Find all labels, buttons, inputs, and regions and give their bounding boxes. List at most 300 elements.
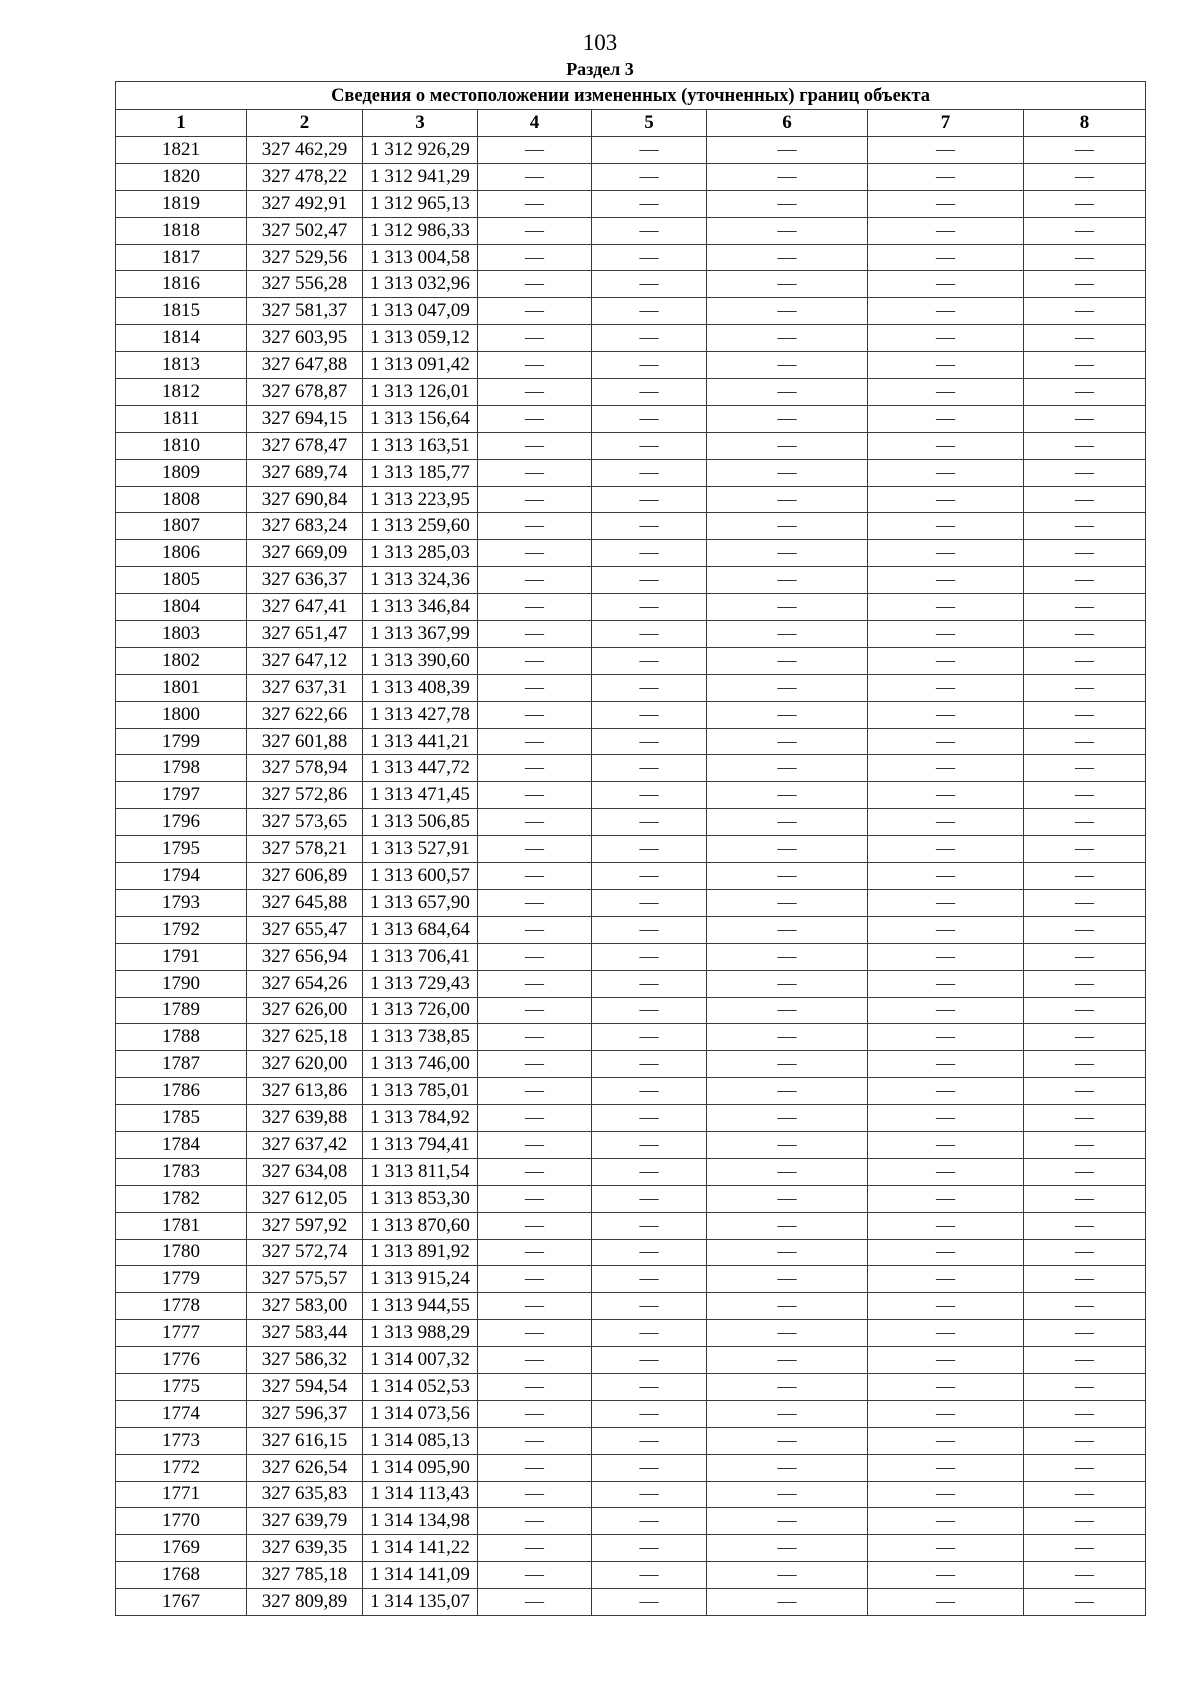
empty-cell: — — [478, 889, 592, 916]
x-coordinate-cell: 327 635,83 — [247, 1481, 363, 1508]
empty-cell: — — [707, 782, 868, 809]
point-number-cell: 1774 — [116, 1400, 247, 1427]
empty-cell: — — [592, 567, 707, 594]
empty-cell: — — [478, 217, 592, 244]
y-coordinate-cell: 1 313 004,58 — [363, 244, 478, 271]
empty-cell: — — [1024, 432, 1146, 459]
x-coordinate-cell: 327 601,88 — [247, 728, 363, 755]
point-number-cell: 1818 — [116, 217, 247, 244]
empty-cell: — — [478, 1185, 592, 1212]
y-coordinate-cell: 1 314 095,90 — [363, 1454, 478, 1481]
empty-cell: — — [592, 1185, 707, 1212]
x-coordinate-cell: 327 613,86 — [247, 1078, 363, 1105]
point-number-cell: 1773 — [116, 1427, 247, 1454]
empty-cell: — — [592, 432, 707, 459]
empty-cell: — — [868, 809, 1024, 836]
table-row — [116, 809, 1146, 836]
empty-cell: — — [592, 674, 707, 701]
empty-cell: — — [478, 1105, 592, 1132]
empty-cell: — — [1024, 137, 1146, 164]
x-coordinate-cell: 327 639,35 — [247, 1535, 363, 1562]
empty-cell: — — [592, 1427, 707, 1454]
empty-cell: — — [592, 1508, 707, 1535]
y-coordinate-cell: 1 313 506,85 — [363, 809, 478, 836]
empty-cell: — — [868, 701, 1024, 728]
table-row — [116, 1185, 1146, 1212]
point-number-cell: 1803 — [116, 621, 247, 648]
empty-cell: — — [868, 1293, 1024, 1320]
empty-cell: — — [592, 943, 707, 970]
point-number-cell: 1820 — [116, 163, 247, 190]
empty-cell: — — [707, 513, 868, 540]
empty-cell: — — [868, 217, 1024, 244]
x-coordinate-cell: 327 809,89 — [247, 1589, 363, 1616]
table-row — [116, 1158, 1146, 1185]
empty-cell: — — [478, 1320, 592, 1347]
point-number-cell: 1815 — [116, 298, 247, 325]
empty-cell: — — [707, 298, 868, 325]
empty-cell: — — [868, 190, 1024, 217]
x-coordinate-cell: 327 572,74 — [247, 1239, 363, 1266]
x-coordinate-cell: 327 586,32 — [247, 1347, 363, 1374]
empty-cell: — — [592, 647, 707, 674]
y-coordinate-cell: 1 313 729,43 — [363, 970, 478, 997]
table-row — [116, 1239, 1146, 1266]
empty-cell: — — [478, 432, 592, 459]
empty-cell: — — [868, 244, 1024, 271]
x-coordinate-cell: 327 626,54 — [247, 1454, 363, 1481]
empty-cell: — — [707, 674, 868, 701]
empty-cell: — — [707, 325, 868, 352]
y-coordinate-cell: 1 313 447,72 — [363, 755, 478, 782]
empty-cell: — — [1024, 621, 1146, 648]
point-number-cell: 1802 — [116, 647, 247, 674]
empty-cell: — — [1024, 352, 1146, 379]
x-coordinate-cell: 327 492,91 — [247, 190, 363, 217]
y-coordinate-cell: 1 313 047,09 — [363, 298, 478, 325]
empty-cell: — — [478, 701, 592, 728]
empty-cell: — — [478, 1535, 592, 1562]
point-number-cell: 1784 — [116, 1131, 247, 1158]
empty-cell: — — [592, 1454, 707, 1481]
x-coordinate-cell: 327 656,94 — [247, 943, 363, 970]
empty-cell: — — [592, 1562, 707, 1589]
y-coordinate-cell: 1 313 390,60 — [363, 647, 478, 674]
table-row — [116, 1535, 1146, 1562]
x-coordinate-cell: 327 639,79 — [247, 1508, 363, 1535]
empty-cell: — — [1024, 486, 1146, 513]
y-coordinate-cell: 1 313 059,12 — [363, 325, 478, 352]
empty-cell: — — [868, 755, 1024, 782]
empty-cell: — — [592, 1212, 707, 1239]
y-coordinate-cell: 1 314 113,43 — [363, 1481, 478, 1508]
empty-cell: — — [478, 943, 592, 970]
empty-cell: — — [592, 1105, 707, 1132]
y-coordinate-cell: 1 314 141,22 — [363, 1535, 478, 1562]
empty-cell: — — [478, 755, 592, 782]
x-coordinate-cell: 327 647,41 — [247, 594, 363, 621]
point-number-cell: 1786 — [116, 1078, 247, 1105]
empty-cell: — — [478, 1400, 592, 1427]
empty-cell: — — [478, 647, 592, 674]
empty-cell: — — [478, 1051, 592, 1078]
empty-cell: — — [592, 379, 707, 406]
y-coordinate-cell: 1 313 746,00 — [363, 1051, 478, 1078]
empty-cell: — — [868, 1481, 1024, 1508]
section-title: Раздел 3 — [566, 59, 634, 79]
table-row — [116, 1212, 1146, 1239]
empty-cell: — — [1024, 567, 1146, 594]
empty-cell: — — [707, 889, 868, 916]
empty-cell: — — [1024, 1347, 1146, 1374]
empty-cell: — — [707, 1131, 868, 1158]
x-coordinate-cell: 327 639,88 — [247, 1105, 363, 1132]
x-coordinate-cell: 327 647,88 — [247, 352, 363, 379]
empty-cell: — — [1024, 1373, 1146, 1400]
empty-cell: — — [868, 1535, 1024, 1562]
table-row — [116, 863, 1146, 890]
point-number-cell: 1787 — [116, 1051, 247, 1078]
empty-cell: — — [478, 513, 592, 540]
table-row — [116, 889, 1146, 916]
empty-cell: — — [868, 1078, 1024, 1105]
y-coordinate-cell: 1 312 941,29 — [363, 163, 478, 190]
table-row — [116, 728, 1146, 755]
empty-cell: — — [592, 916, 707, 943]
point-number-cell: 1806 — [116, 540, 247, 567]
empty-cell: — — [1024, 298, 1146, 325]
empty-cell: — — [1024, 916, 1146, 943]
x-coordinate-cell: 327 603,95 — [247, 325, 363, 352]
y-coordinate-cell: 1 313 891,92 — [363, 1239, 478, 1266]
empty-cell: — — [1024, 459, 1146, 486]
x-coordinate-cell: 327 625,18 — [247, 1024, 363, 1051]
x-coordinate-cell: 327 637,31 — [247, 674, 363, 701]
y-coordinate-cell: 1 314 135,07 — [363, 1589, 478, 1616]
table-row — [116, 943, 1146, 970]
point-number-cell: 1782 — [116, 1185, 247, 1212]
empty-cell: — — [592, 513, 707, 540]
empty-cell: — — [707, 836, 868, 863]
x-coordinate-cell: 327 645,88 — [247, 889, 363, 916]
empty-cell: — — [868, 567, 1024, 594]
table-row — [116, 997, 1146, 1024]
point-number-cell: 1779 — [116, 1266, 247, 1293]
empty-cell: — — [707, 809, 868, 836]
x-coordinate-cell: 327 620,00 — [247, 1051, 363, 1078]
empty-cell: — — [592, 970, 707, 997]
y-coordinate-cell: 1 313 032,96 — [363, 271, 478, 298]
empty-cell: — — [707, 163, 868, 190]
point-number-cell: 1814 — [116, 325, 247, 352]
point-number-cell: 1807 — [116, 513, 247, 540]
empty-cell: — — [707, 997, 868, 1024]
point-number-cell: 1800 — [116, 701, 247, 728]
table-caption: Сведения о местоположении измененных (уточненных) границ объекта — [116, 82, 1146, 110]
empty-cell: — — [1024, 674, 1146, 701]
empty-cell: — — [592, 1589, 707, 1616]
point-number-cell: 1776 — [116, 1347, 247, 1374]
y-coordinate-cell: 1 313 259,60 — [363, 513, 478, 540]
empty-cell: — — [707, 459, 868, 486]
empty-cell: — — [707, 486, 868, 513]
empty-cell: — — [868, 997, 1024, 1024]
empty-cell: — — [592, 1051, 707, 1078]
empty-cell: — — [1024, 809, 1146, 836]
empty-cell: — — [1024, 163, 1146, 190]
empty-cell: — — [1024, 1400, 1146, 1427]
empty-cell: — — [707, 1535, 868, 1562]
point-number-cell: 1805 — [116, 567, 247, 594]
empty-cell: — — [1024, 755, 1146, 782]
point-number-cell: 1799 — [116, 728, 247, 755]
empty-cell: — — [868, 889, 1024, 916]
column-header: 3 — [363, 110, 478, 137]
empty-cell: — — [868, 379, 1024, 406]
empty-cell: — — [478, 997, 592, 1024]
empty-cell: — — [707, 1051, 868, 1078]
table-row — [116, 621, 1146, 648]
y-coordinate-cell: 1 313 738,85 — [363, 1024, 478, 1051]
y-coordinate-cell: 1 313 441,21 — [363, 728, 478, 755]
empty-cell: — — [478, 244, 592, 271]
empty-cell: — — [1024, 889, 1146, 916]
point-number-cell: 1793 — [116, 889, 247, 916]
point-number-cell: 1778 — [116, 1293, 247, 1320]
empty-cell: — — [478, 298, 592, 325]
empty-cell: — — [478, 379, 592, 406]
x-coordinate-cell: 327 596,37 — [247, 1400, 363, 1427]
empty-cell: — — [592, 1078, 707, 1105]
empty-cell: — — [707, 701, 868, 728]
table-row — [116, 701, 1146, 728]
empty-cell: — — [707, 567, 868, 594]
empty-cell: — — [478, 1131, 592, 1158]
empty-cell: — — [707, 594, 868, 621]
empty-cell: — — [478, 594, 592, 621]
empty-cell: — — [478, 1481, 592, 1508]
empty-cell: — — [478, 325, 592, 352]
empty-cell: — — [868, 1373, 1024, 1400]
empty-cell: — — [592, 1158, 707, 1185]
column-header: 6 — [707, 110, 868, 137]
table-row — [116, 540, 1146, 567]
column-header: 4 — [478, 110, 592, 137]
point-number-cell: 1785 — [116, 1105, 247, 1132]
empty-cell: — — [1024, 647, 1146, 674]
x-coordinate-cell: 327 616,15 — [247, 1427, 363, 1454]
point-number-cell: 1769 — [116, 1535, 247, 1562]
empty-cell: — — [868, 432, 1024, 459]
empty-cell: — — [592, 755, 707, 782]
empty-cell: — — [868, 459, 1024, 486]
y-coordinate-cell: 1 312 965,13 — [363, 190, 478, 217]
empty-cell: — — [868, 1562, 1024, 1589]
x-coordinate-cell: 327 606,89 — [247, 863, 363, 890]
point-number-cell: 1810 — [116, 432, 247, 459]
table-row — [116, 405, 1146, 432]
empty-cell: — — [707, 352, 868, 379]
empty-cell: — — [1024, 217, 1146, 244]
y-coordinate-cell: 1 313 408,39 — [363, 674, 478, 701]
empty-cell: — — [478, 540, 592, 567]
point-number-cell: 1801 — [116, 674, 247, 701]
empty-cell: — — [707, 405, 868, 432]
x-coordinate-cell: 327 690,84 — [247, 486, 363, 513]
y-coordinate-cell: 1 313 915,24 — [363, 1266, 478, 1293]
empty-cell: — — [1024, 1266, 1146, 1293]
x-coordinate-cell: 327 502,47 — [247, 217, 363, 244]
empty-cell: — — [478, 728, 592, 755]
empty-cell: — — [592, 405, 707, 432]
empty-cell: — — [1024, 1185, 1146, 1212]
empty-cell: — — [592, 271, 707, 298]
empty-cell: — — [1024, 244, 1146, 271]
empty-cell: — — [1024, 405, 1146, 432]
y-coordinate-cell: 1 313 367,99 — [363, 621, 478, 648]
empty-cell: — — [1024, 728, 1146, 755]
x-coordinate-cell: 327 578,94 — [247, 755, 363, 782]
table-row — [116, 271, 1146, 298]
y-coordinate-cell: 1 314 052,53 — [363, 1373, 478, 1400]
empty-cell: — — [1024, 325, 1146, 352]
point-number-cell: 1797 — [116, 782, 247, 809]
x-coordinate-cell: 327 573,65 — [247, 809, 363, 836]
empty-cell: — — [868, 352, 1024, 379]
y-coordinate-cell: 1 312 926,29 — [363, 137, 478, 164]
point-number-cell: 1781 — [116, 1212, 247, 1239]
y-coordinate-cell: 1 313 156,64 — [363, 405, 478, 432]
point-number-cell: 1819 — [116, 190, 247, 217]
empty-cell: — — [868, 1266, 1024, 1293]
empty-cell: — — [1024, 863, 1146, 890]
empty-cell: — — [592, 1347, 707, 1374]
y-coordinate-cell: 1 312 986,33 — [363, 217, 478, 244]
empty-cell: — — [1024, 701, 1146, 728]
point-number-cell: 1817 — [116, 244, 247, 271]
empty-cell: — — [478, 1078, 592, 1105]
empty-cell: — — [868, 916, 1024, 943]
empty-cell: — — [592, 621, 707, 648]
empty-cell: — — [707, 190, 868, 217]
empty-cell: — — [707, 540, 868, 567]
table-row — [116, 567, 1146, 594]
empty-cell: — — [707, 137, 868, 164]
point-number-cell: 1796 — [116, 809, 247, 836]
empty-cell: — — [478, 809, 592, 836]
empty-cell: — — [707, 1427, 868, 1454]
empty-cell: — — [868, 621, 1024, 648]
empty-cell: — — [1024, 1051, 1146, 1078]
y-coordinate-cell: 1 313 600,57 — [363, 863, 478, 890]
x-coordinate-cell: 327 462,29 — [247, 137, 363, 164]
empty-cell: — — [707, 1185, 868, 1212]
column-header: 8 — [1024, 110, 1146, 137]
empty-cell: — — [868, 405, 1024, 432]
y-coordinate-cell: 1 313 784,92 — [363, 1105, 478, 1132]
empty-cell: — — [868, 271, 1024, 298]
empty-cell: — — [707, 1400, 868, 1427]
empty-cell: — — [478, 621, 592, 648]
empty-cell: — — [478, 1024, 592, 1051]
x-coordinate-cell: 327 669,09 — [247, 540, 363, 567]
point-number-cell: 1808 — [116, 486, 247, 513]
x-coordinate-cell: 327 556,28 — [247, 271, 363, 298]
y-coordinate-cell: 1 313 684,64 — [363, 916, 478, 943]
empty-cell: — — [1024, 1427, 1146, 1454]
empty-cell: — — [868, 1131, 1024, 1158]
table-row — [116, 1320, 1146, 1347]
empty-cell: — — [478, 1589, 592, 1616]
table-row — [116, 486, 1146, 513]
empty-cell: — — [1024, 1481, 1146, 1508]
coordinates-table — [115, 81, 1146, 1616]
empty-cell: — — [868, 1589, 1024, 1616]
point-number-cell: 1811 — [116, 405, 247, 432]
point-number-cell: 1813 — [116, 352, 247, 379]
x-coordinate-cell: 327 651,47 — [247, 621, 363, 648]
x-coordinate-cell: 327 634,08 — [247, 1158, 363, 1185]
point-number-cell: 1768 — [116, 1562, 247, 1589]
empty-cell: — — [478, 1454, 592, 1481]
empty-cell: — — [868, 1454, 1024, 1481]
empty-cell: — — [868, 1158, 1024, 1185]
table-row — [116, 1481, 1146, 1508]
empty-cell: — — [478, 1427, 592, 1454]
empty-cell: — — [478, 405, 592, 432]
x-coordinate-cell: 327 647,12 — [247, 647, 363, 674]
empty-cell: — — [707, 1212, 868, 1239]
empty-cell: — — [478, 863, 592, 890]
empty-cell: — — [868, 1320, 1024, 1347]
empty-cell: — — [478, 1293, 592, 1320]
empty-cell: — — [592, 217, 707, 244]
empty-cell: — — [1024, 1131, 1146, 1158]
table-row — [116, 190, 1146, 217]
x-coordinate-cell: 327 597,92 — [247, 1212, 363, 1239]
y-coordinate-cell: 1 313 706,41 — [363, 943, 478, 970]
table-row — [116, 1562, 1146, 1589]
empty-cell: — — [478, 782, 592, 809]
point-number-cell: 1816 — [116, 271, 247, 298]
y-coordinate-cell: 1 314 134,98 — [363, 1508, 478, 1535]
y-coordinate-cell: 1 313 346,84 — [363, 594, 478, 621]
empty-cell: — — [592, 190, 707, 217]
table-row — [116, 647, 1146, 674]
y-coordinate-cell: 1 313 223,95 — [363, 486, 478, 513]
empty-cell: — — [1024, 594, 1146, 621]
table-row — [116, 594, 1146, 621]
table-row — [116, 352, 1146, 379]
table-row — [116, 1131, 1146, 1158]
empty-cell: — — [707, 244, 868, 271]
table-row — [116, 1347, 1146, 1374]
empty-cell: — — [1024, 271, 1146, 298]
table-row — [116, 432, 1146, 459]
empty-cell: — — [1024, 1320, 1146, 1347]
table-row — [116, 674, 1146, 701]
empty-cell: — — [1024, 1454, 1146, 1481]
empty-cell: — — [592, 809, 707, 836]
point-number-cell: 1791 — [116, 943, 247, 970]
empty-cell: — — [707, 432, 868, 459]
empty-cell: — — [868, 836, 1024, 863]
empty-cell: — — [592, 137, 707, 164]
empty-cell: — — [868, 1427, 1024, 1454]
y-coordinate-cell: 1 313 285,03 — [363, 540, 478, 567]
empty-cell: — — [1024, 1024, 1146, 1051]
empty-cell: — — [707, 1454, 868, 1481]
